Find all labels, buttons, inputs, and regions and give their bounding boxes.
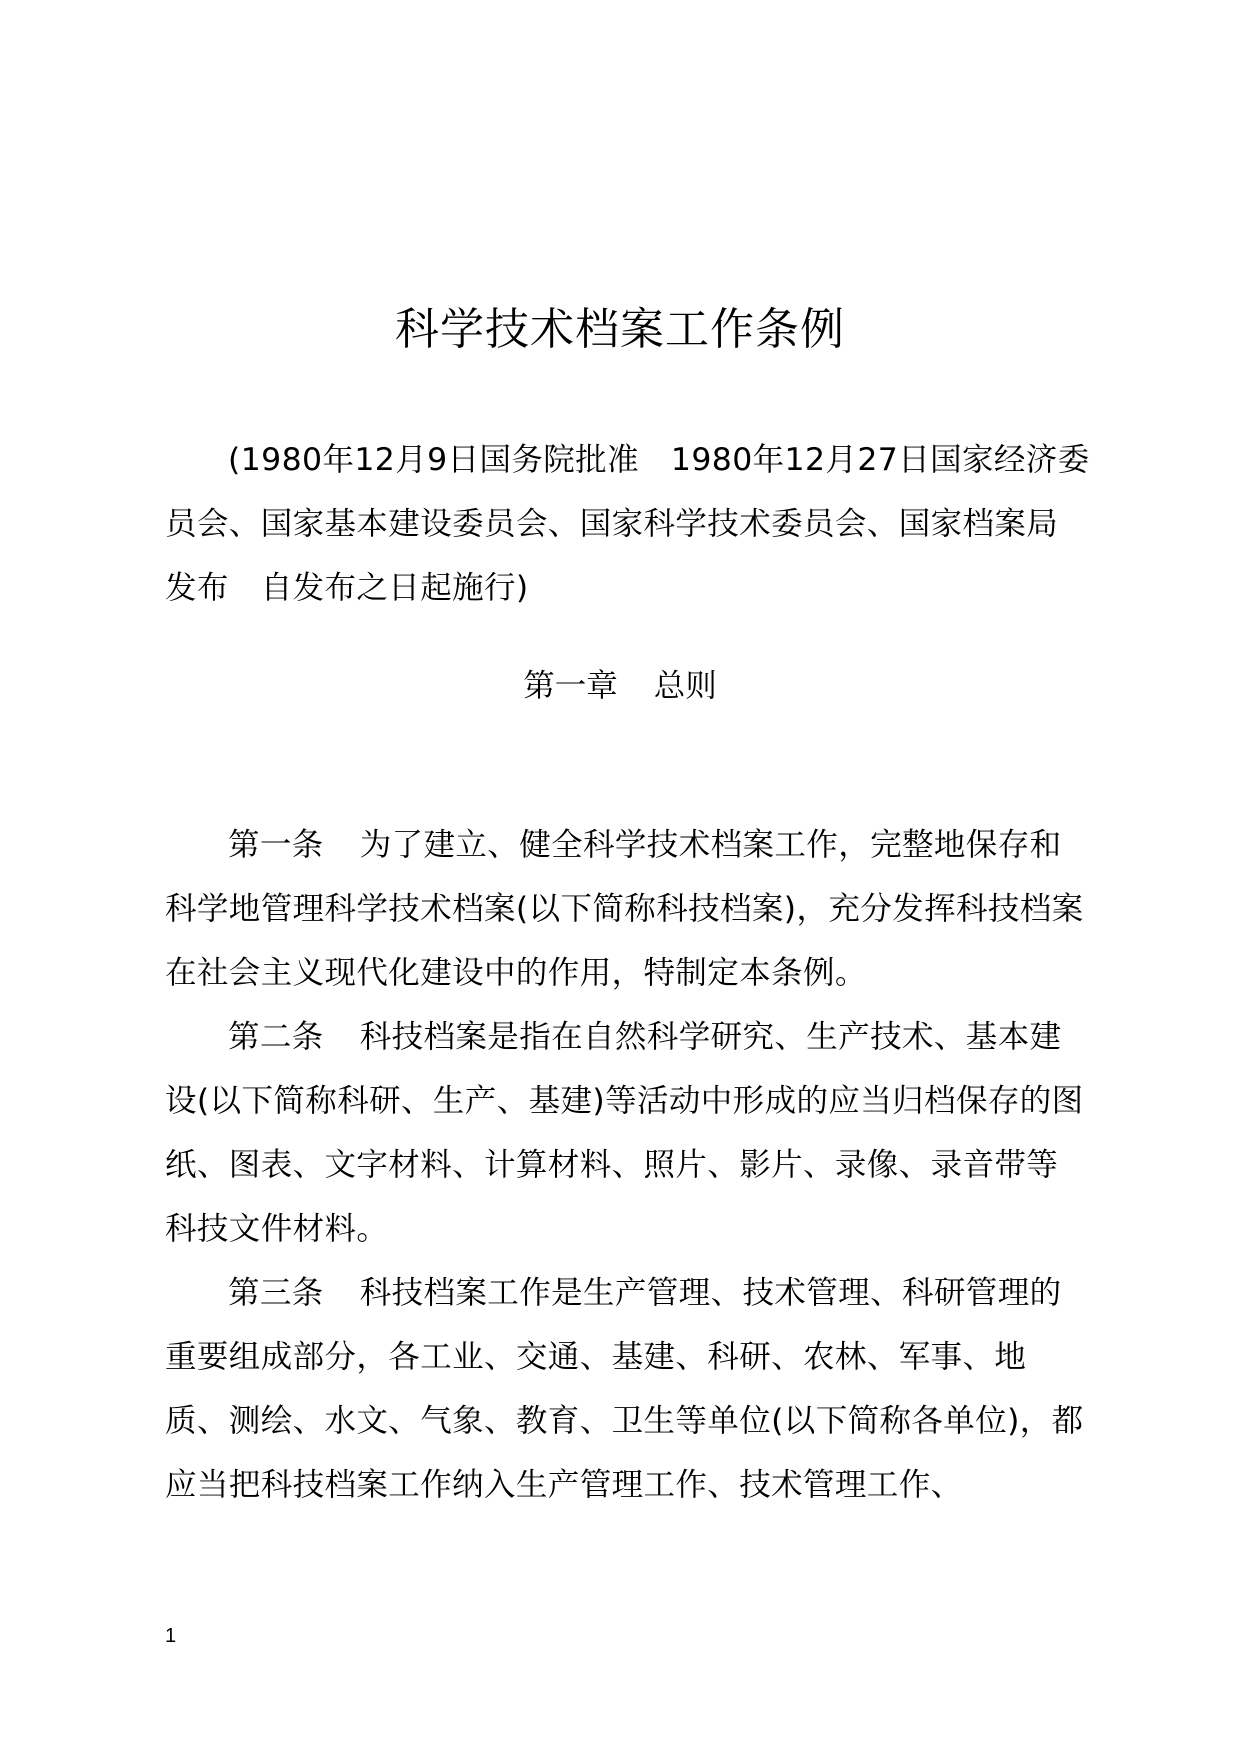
issuance-note: (1980年12月9日国务院批准 1980年12月27日国家经济委员会、国家基本建设委员会、国家科学技术委员会、国家档案局发布 自发布之日起施行) (165, 442, 1090, 606)
article-number: 第三条 (228, 1275, 324, 1311)
page-number: 1 (165, 1625, 177, 1647)
article-text: 科技档案工作是生产管理、技术管理、科研管理的重要组成部分，各工业、交通、基建、科研、农林、军事、地质、测绘、水文、气象、教育、卫生等单位(以下简称各单位)，都应当把科技档案工作纳入生产管理工作、技术管理工作、 (165, 1275, 1084, 1503)
article-2 (165, 1005, 1090, 1261)
article-text: 为了建立、健全科学技术档案工作，完整地保存和科学地管理科学技术档案(以下简称科技档案)，充分发挥科技档案在社会主义现代化建设中的作用，特制定本条例。 (165, 827, 1084, 991)
chapter-heading (0, 654, 1240, 718)
article-1 (165, 813, 1090, 1005)
article-number: 第二条 (228, 1019, 324, 1055)
article-number: 第一条 (228, 827, 324, 863)
document-title: 科学技术档案工作条例 (395, 304, 845, 355)
articles-section (165, 813, 1090, 1517)
chapter-number: 第一章 (523, 668, 618, 704)
chapter-name: 总则 (653, 668, 717, 704)
article-text: 科技档案是指在自然科学研究、生产技术、基本建设(以下简称科研、生产、基建)等活动中形成的应当归档保存的图纸、图表、文字材料、计算材料、照片、影片、录像、录音带等科技文件材料。 (165, 1019, 1084, 1247)
article-3 (165, 1261, 1090, 1517)
